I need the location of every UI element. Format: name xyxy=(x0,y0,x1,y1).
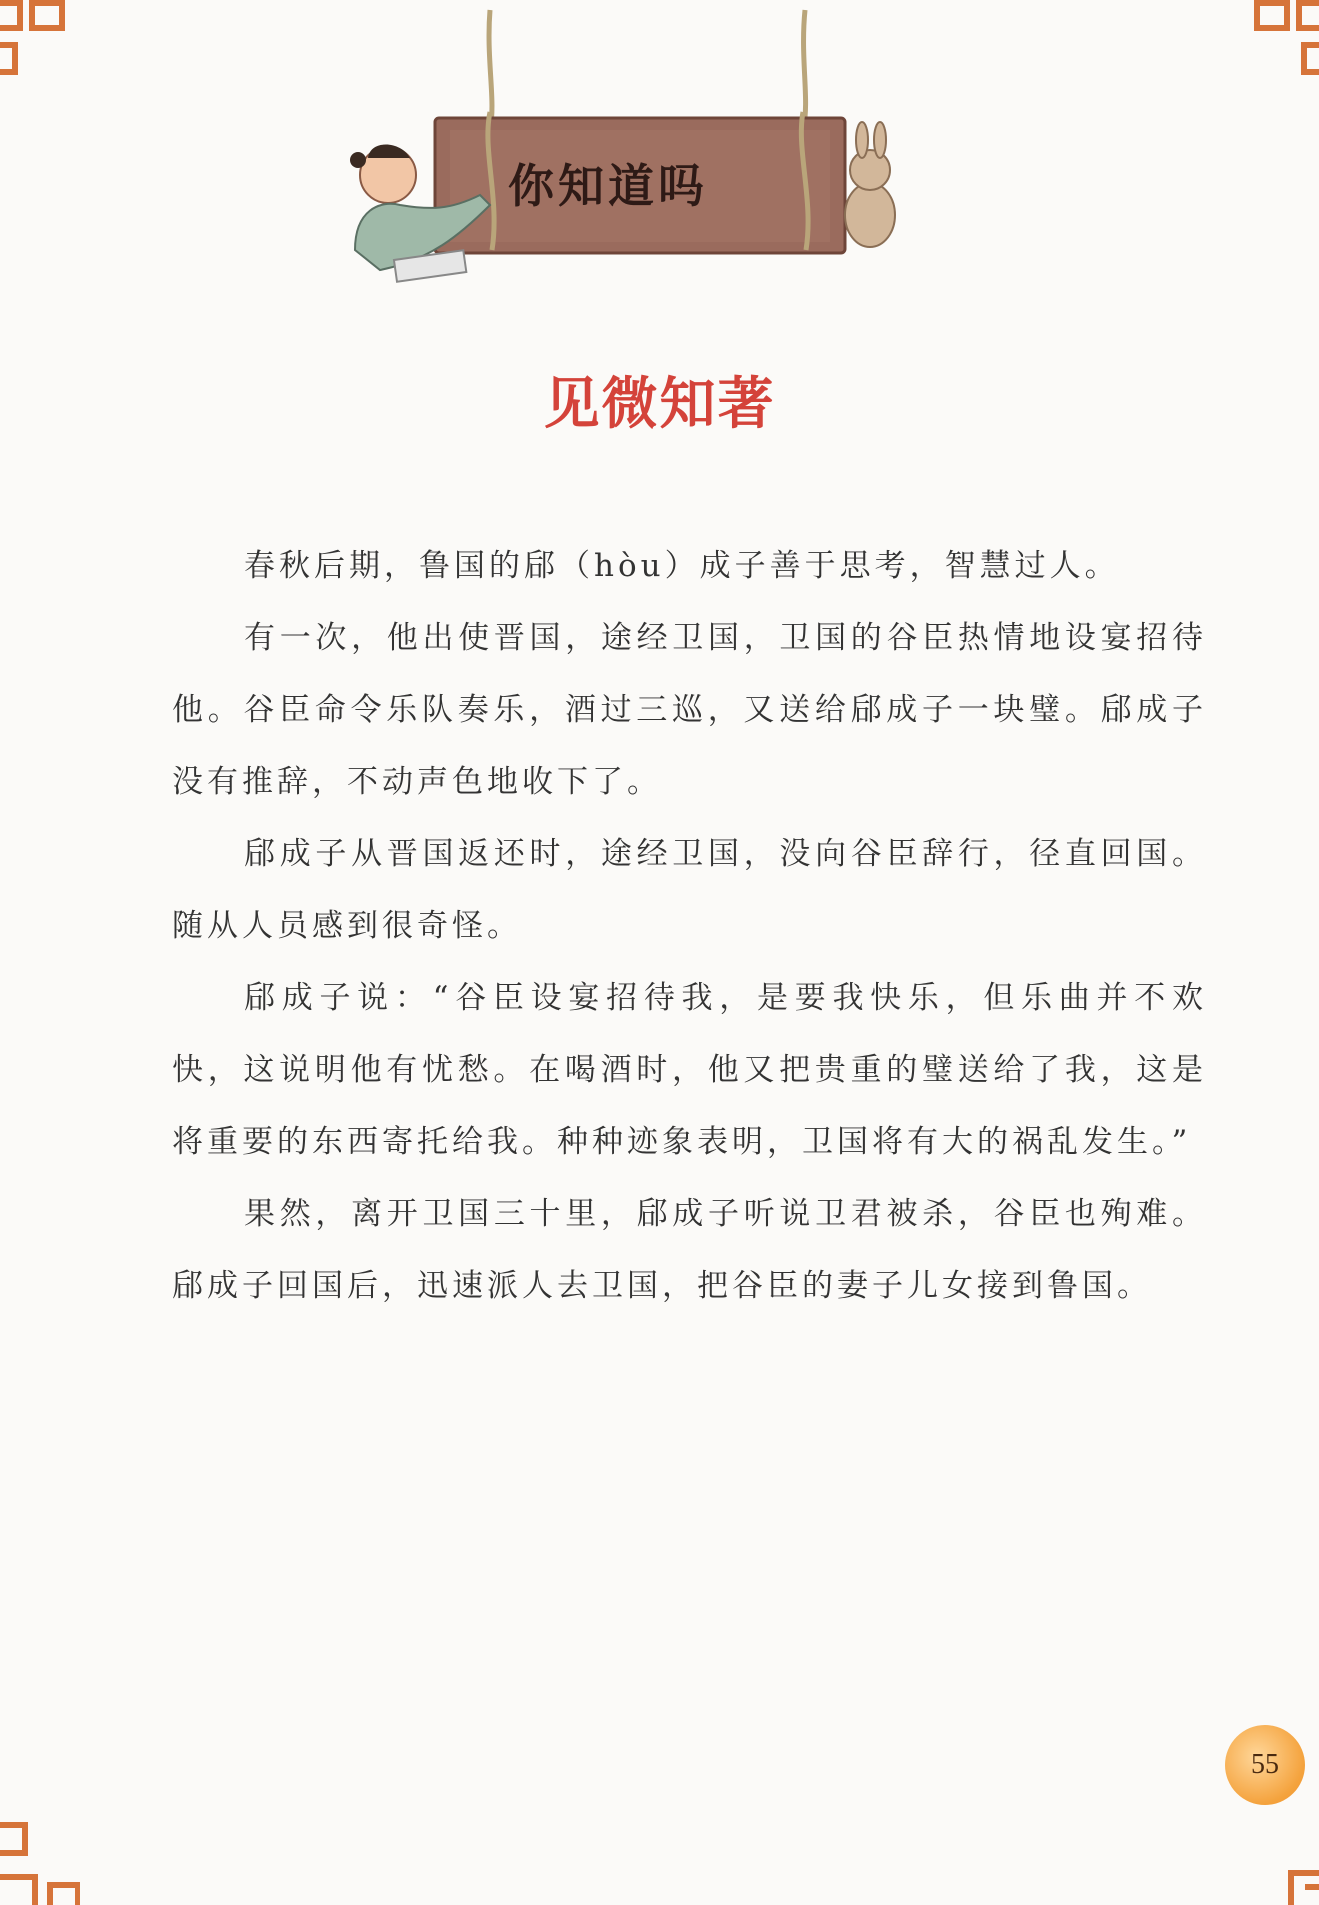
paragraph: 郈成子从晋国返还时，途经卫国，没向谷臣辞行，径直回国。随从人员感到很奇怪。 xyxy=(172,836,1207,944)
paragraph: 春秋后期，鲁国的郈（hòu）成子善于思考，智慧过人。 xyxy=(244,548,1120,584)
header-illustration xyxy=(340,0,940,310)
corner-ornament-bottom-left xyxy=(0,1815,80,1905)
page-number-badge xyxy=(1225,1725,1305,1805)
paragraph: 果然，离开卫国三十里，郈成子听说卫君被杀，谷臣也殉难。郈成子回国后，迅速派人去卫国，把谷臣的妻子儿女接到鲁国。 xyxy=(172,1196,1207,1304)
sign-label: 你知道吗 xyxy=(508,159,708,213)
story-body xyxy=(172,530,1207,1322)
paragraph: 郈成子说：“谷臣设宴招待我，是要我快乐，但乐曲并不欢快，这说明他有忧愁。在喝酒时，他又把贵重的璧送给了我，这是将重要的东西寄托给我。种种迹象表明，卫国将有大的祸乱发生。” xyxy=(172,980,1207,1160)
story-title: 见微知著 xyxy=(543,371,776,437)
corner-ornament-top-left xyxy=(0,0,70,75)
page-number: 55 xyxy=(1251,1749,1279,1780)
paragraph: 有一次，他出使晋国，途经卫国，卫国的谷臣热情地设宴招待他。谷臣命令乐队奏乐，酒过三巡，又送给郈成子一块璧。郈成子没有推辞，不动声色地收下了。 xyxy=(172,620,1207,800)
corner-ornament-top-right xyxy=(1249,0,1319,75)
corner-ornament-bottom-right xyxy=(1259,1835,1319,1905)
